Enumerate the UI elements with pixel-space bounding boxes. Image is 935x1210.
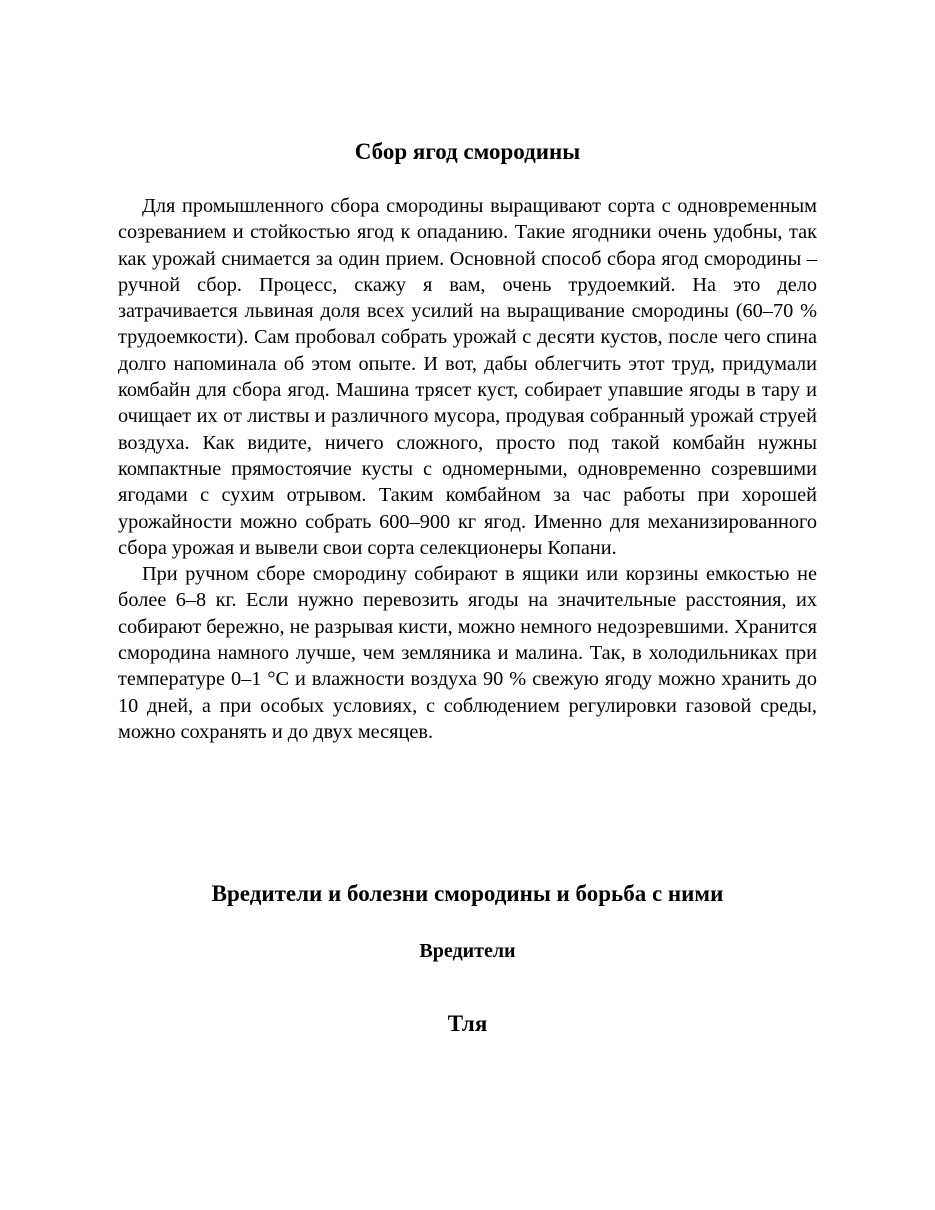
heading-aphid: Тля	[447, 1011, 488, 1036]
body-text	[118, 193, 817, 745]
heading-pests: Вредители	[419, 940, 516, 962]
heading-pests-diseases: Вредители и болезни смородины и борьба с ними	[211, 881, 724, 906]
section-title: Сбор ягод смородины	[354, 139, 581, 164]
paragraph-harvest-methods: Для промышленного сбора смородины выращивают сорта с одновременным созреванием и стойкостью ягод к опаданию. Такие ягодники очень удобны, так как урожай снимается за один прием. Основной способ сбора ягод смородины – ручной сбор. Процесс, скажу я вам, очень трудоемкий. На это дело затрачивается львиная доля всех усилий на выращивание смородины (60–70 % трудоемкости). Сам пробовал собрать урожай с десяти кустов, после чего спина долго напоминала об этом опыте. И вот, дабы облегчить этот труд, придумали комбайн для сбора ягод. Машина трясет куст, собирает упавшие ягоды в тару и очищает их от листвы и различного мусора, продувая собранный урожай струей воздуха. Как видите, ничего сложного, просто под такой комбайн нужны компактные прямостоячие кусты с одномерными, одновременно созревшими ягодами с сухим отрывом. Таким комбайном за час работы при хорошей урожайности можно собрать 600–900 кг ягод. Именно для механизированного сбора урожая и вывели свои сорта селекционеры Копани.	[118, 195, 817, 559]
paragraph-manual-harvest-storage: При ручном сборе смородину собирают в ящики или корзины емкостью не более 6–8 кг. Если нужно перевозить ягоды на значительные расстояния, их собирают бережно, не разрывая кисти, можно немного недозревшими. Хранится смородина намного лучше, чем земляника и малина. Так, в холодильниках при температуре 0–1 °С и влажности воздуха 90 % свежую ягоду можно хранить до 10 дней, а при особых условиях, с соблюдением регулировки газовой среды, можно сохранять и до двух месяцев.	[118, 563, 818, 743]
